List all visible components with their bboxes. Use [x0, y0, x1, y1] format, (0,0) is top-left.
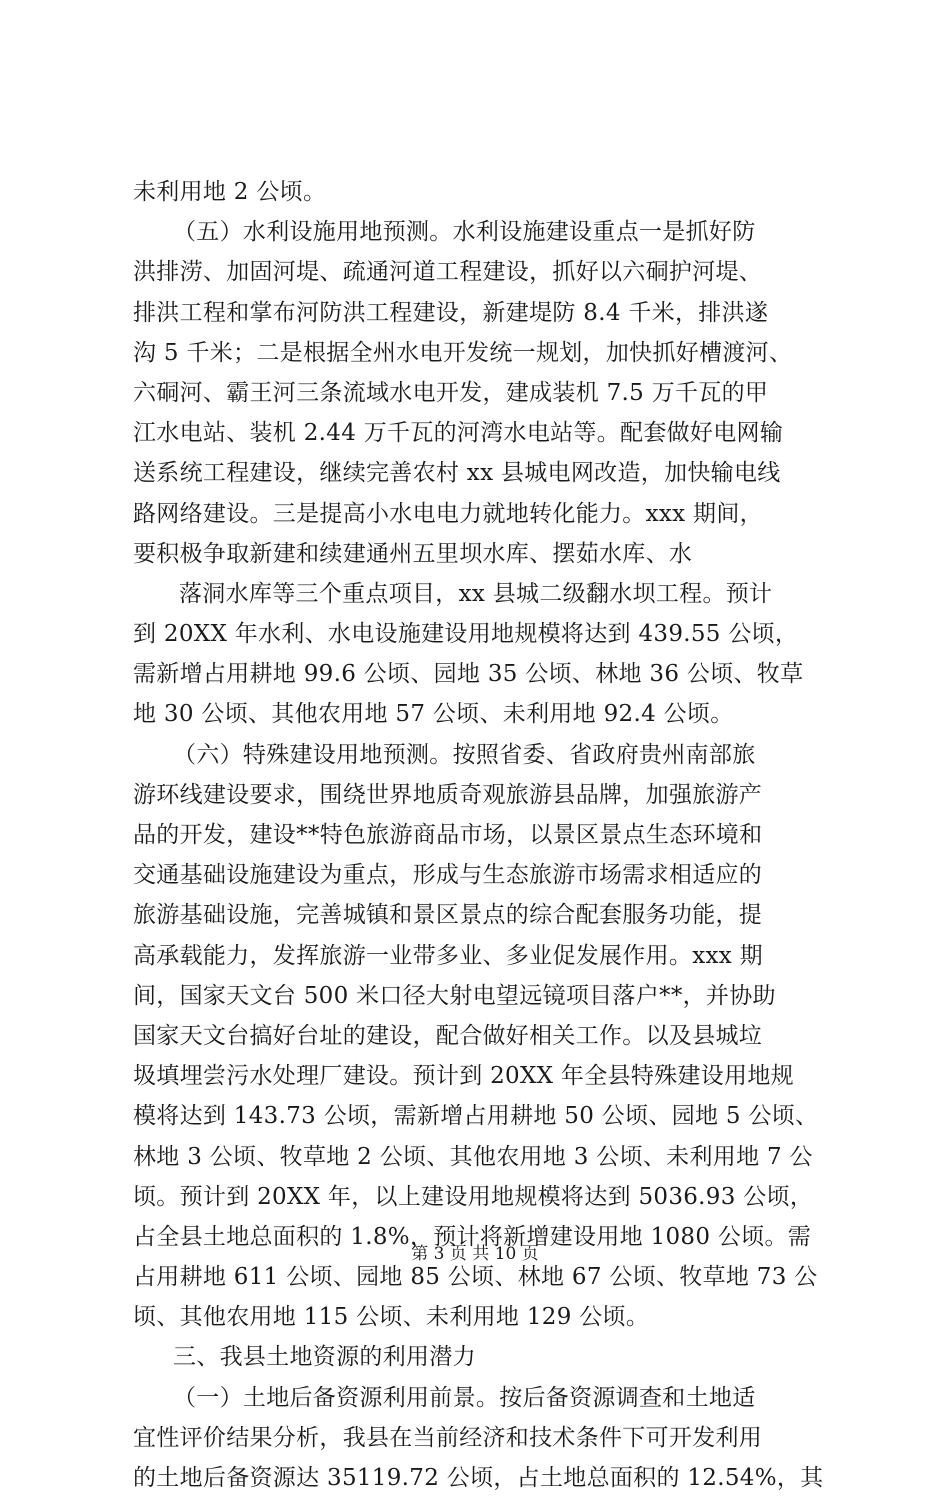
page-number-footer: 第 3 页 共 10 页	[411, 1244, 539, 1264]
text-line: 送系统工程建设，继续完善农村 xx 县城电网改造，加快输电线	[133, 460, 781, 487]
text-line: 顷。预计到 20XX 年，以上建设用地规模将达到 5036.93 公顷，	[133, 1183, 814, 1210]
text-line: 洪排涝、加固河堤、疏通河道工程建设，抓好以六硐护河堤、	[133, 259, 763, 286]
text-line: 占全县土地总面积的 1.8%，预计将新增建设用地 1080 公顷。需	[133, 1223, 812, 1250]
text-line: 品的开发，建设**特色旅游商品市场，以景区景点生态环境和	[133, 822, 763, 848]
text-line: 游环线建设要求，围绕世界地质奇观旅游县品牌，加强旅游产	[133, 781, 763, 808]
text-line: 圾填埋尝污水处理厂建设。预计到 20XX 年全县特殊建设用地规	[133, 1063, 794, 1090]
text-line: 未利用地 2 公顷。	[133, 179, 327, 205]
text-line: 沟 5 千米；二是根据全州水电开发统一规划，加快抓好槽渡河、	[133, 339, 793, 366]
text-line: 旅游基础设施，完善城镇和景区景点的综合配套服务功能，提	[133, 902, 763, 929]
text-line: 高承载能力，发挥旅游一业带多业、多业促发展作用。xxx 期	[133, 942, 763, 969]
text-line: 江水电站、装机 2.44 万千瓦的河湾水电站等。配套做好电网输	[133, 420, 784, 447]
text-line: 模将达到 143.73 公顷，需新增占用耕地 50 公顷、园地 5 公顷、	[133, 1103, 819, 1130]
text-line: 地 30 公顷、其他农用地 57 公顷、未利用地 92.4 公顷。	[133, 701, 734, 728]
text-line: 间，国家天文台 500 米口径大射电望远镜项目落户**，并协助	[133, 982, 776, 1009]
document-body	[133, 172, 833, 1498]
paragraph-heading-6: （六）特殊建设用地预测。按照省委、省政府贵州南部旅	[173, 741, 756, 768]
text-line: 六硐河、霸王河三条流域水电开发，建成装机 7.5 万千瓦的甲	[133, 379, 769, 406]
text-line: 到 20XX 年水利、水电设施建设用地规模将达到 439.55 公顷，	[133, 621, 799, 648]
text-line: 占用耕地 611 公顷、园地 85 公顷、林地 67 公顷、牧草地 73 公	[133, 1264, 818, 1291]
text-line: 要积极争取新建和续建通州五里坝水库、摆茹水库、水	[133, 540, 693, 567]
section-heading-3: 三、我县土地资源的利用潜力	[173, 1344, 476, 1371]
text-line: 林地 3 公顷、牧草地 2 公顷、其他农用地 3 公顷、未利用地 7 公	[133, 1143, 813, 1170]
text-line: 国家天文台搞好台址的建设，配合做好相关工作。以及县城垃	[133, 1022, 763, 1049]
text-line: 排洪工程和掌布河防洪工程建设，新建堤防 8.4 千米，排洪遂	[133, 299, 769, 326]
text-line: 宜性评价结果分析，我县在当前经济和技术条件下可开发利用	[133, 1424, 763, 1451]
paragraph-heading-5: （五）水利设施用地预测。水利设施建设重点一是抓好防	[173, 219, 756, 246]
text-line: 交通基础设施建设为重点，形成与生态旅游市场需求相适应的	[133, 862, 763, 889]
text-line: 需新增占用耕地 99.6 公顷、园地 35 公顷、林地 36 公顷、牧草	[133, 661, 804, 688]
text-line: 顷、其他农用地 115 公顷、未利用地 129 公顷。	[133, 1304, 650, 1331]
paragraph-heading-1: （一）土地后备资源利用前景。按后备资源调查和土地适	[173, 1384, 756, 1411]
text-line: 落洞水库等三个重点项目，xx 县城二级翻水坝工程。预计	[179, 580, 773, 607]
text-line: 路网络建设。三是提高小水电电力就地转化能力。xxx 期间，	[133, 500, 763, 527]
text-line: 的土地后备资源达 35119.72 公顷，占土地总面积的 12.54%，其	[133, 1465, 824, 1491]
